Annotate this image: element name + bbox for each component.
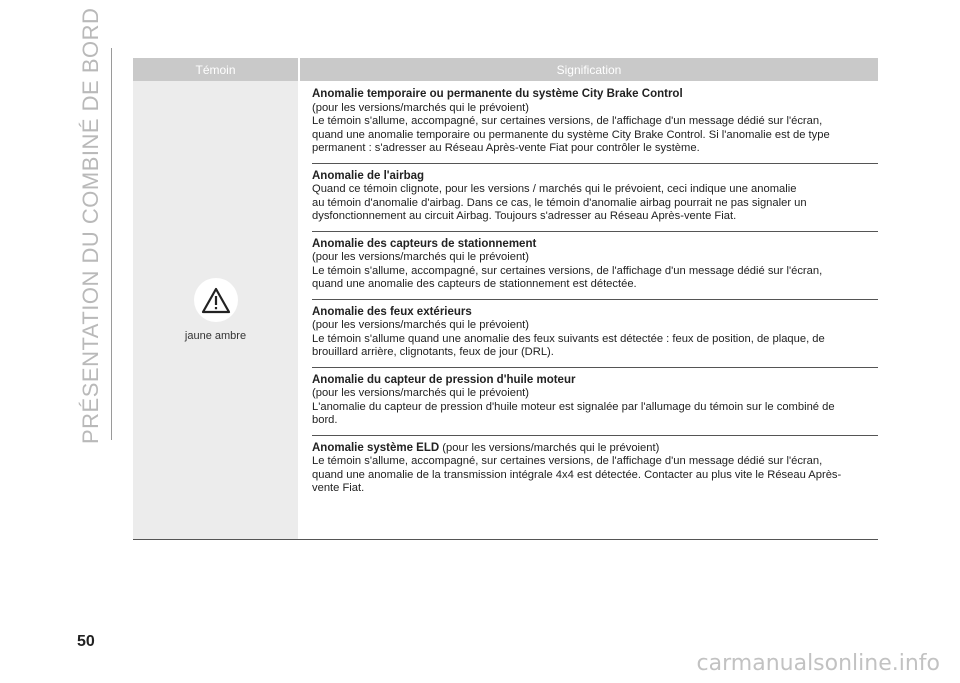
chapter-title: PRÉSENTATION DU COMBINÉ DE BORD bbox=[78, 7, 103, 444]
table-header bbox=[133, 58, 878, 81]
entry-line: Le témoin s'allume, accompagné, sur certaines versions, de l'affichage d'un message dédié sur l'écran, bbox=[312, 455, 823, 467]
table-row bbox=[312, 164, 878, 232]
entry-line: au témoin d'anomalie d'airbag. Dans ce cas, le témoin d'anomalie airbag pourrait ne pas signaler un bbox=[312, 196, 807, 209]
entry-inline-note: (pour les versions/marchés qui le prévoient) bbox=[442, 441, 660, 454]
entry-line: vente Fiat. bbox=[312, 482, 365, 494]
entry-line: permanent : s'adresser au Réseau Après-vente Fiat pour contrôler le système. bbox=[312, 142, 700, 154]
chapter-divider bbox=[111, 48, 112, 440]
warning-light-table bbox=[133, 58, 878, 540]
table-row bbox=[312, 232, 878, 300]
entry-line: (pour les versions/marchés qui le prévoient) bbox=[312, 251, 530, 263]
header-signification: Signification bbox=[300, 58, 878, 81]
entry-line: dysfonctionnement au circuit Airbag. Toujours s'adresser au Réseau Après-vente Fiat. bbox=[312, 210, 737, 222]
entry-line: Le témoin s'allume, accompagné, sur certaines versions, de l'affichage d'un message dédié sur l'écran, bbox=[312, 115, 823, 127]
watermark: carmanualsonline.info bbox=[696, 651, 940, 676]
table-row bbox=[312, 436, 878, 503]
entry-title: Anomalie système ELD bbox=[312, 441, 440, 454]
table-row bbox=[312, 368, 878, 436]
entry-title: Anomalie des capteurs de stationnement bbox=[312, 237, 537, 250]
entry-line: (pour les versions/marchés qui le prévoient) bbox=[312, 319, 530, 331]
page-number: 50 bbox=[77, 633, 95, 650]
entry-title: Anomalie de l'airbag bbox=[312, 169, 425, 182]
warning-triangle-icon bbox=[194, 278, 238, 322]
entry-line: quand une anomalie des capteurs de stationnement est détectée. bbox=[312, 278, 637, 290]
entry-line: bord. bbox=[312, 414, 338, 426]
table-row bbox=[312, 300, 878, 368]
header-temoin: Témoin bbox=[133, 58, 298, 81]
entry-title: Anomalie du capteur de pression d'huile moteur bbox=[312, 373, 576, 386]
warning-light-cell bbox=[133, 81, 298, 539]
entry-title: Anomalie temporaire ou permanente du système City Brake Control bbox=[312, 88, 683, 100]
entry-line: quand une anomalie temporaire ou permanente du système City Brake Control. Si l'anomalie est de type bbox=[312, 128, 830, 141]
entry-title: Anomalie des feux extérieurs bbox=[312, 305, 472, 318]
table-row bbox=[312, 81, 878, 164]
entry-line: (pour les versions/marchés qui le prévoient) bbox=[312, 387, 530, 399]
entry-line: (pour les versions/marchés qui le prévoient) bbox=[312, 101, 530, 114]
entry-line: L'anomalie du capteur de pression d'huile moteur est signalée par l'allumage du témoin sur le combiné de bbox=[312, 400, 835, 413]
entry-line: Quand ce témoin clignote, pour les versions / marchés qui le prévoient, ceci indique une anomalie bbox=[312, 183, 797, 195]
signification-cell bbox=[298, 81, 878, 539]
entry-line: quand une anomalie de la transmission intégrale 4x4 est détectée. Contacter au plus vite le Réseau Après- bbox=[312, 468, 842, 481]
entry-line: Le témoin s'allume quand une anomalie des feux suivants est détectée : feux de position, de plaque, de bbox=[312, 332, 825, 345]
entry-line: Le témoin s'allume, accompagné, sur certaines versions, de l'affichage d'un message dédié sur l'écran, bbox=[312, 264, 823, 277]
table-body bbox=[133, 81, 878, 540]
entry-line: brouillard arrière, clignotants, feux de jour (DRL). bbox=[312, 346, 554, 358]
icon-color-label: jaune ambre bbox=[184, 330, 247, 342]
